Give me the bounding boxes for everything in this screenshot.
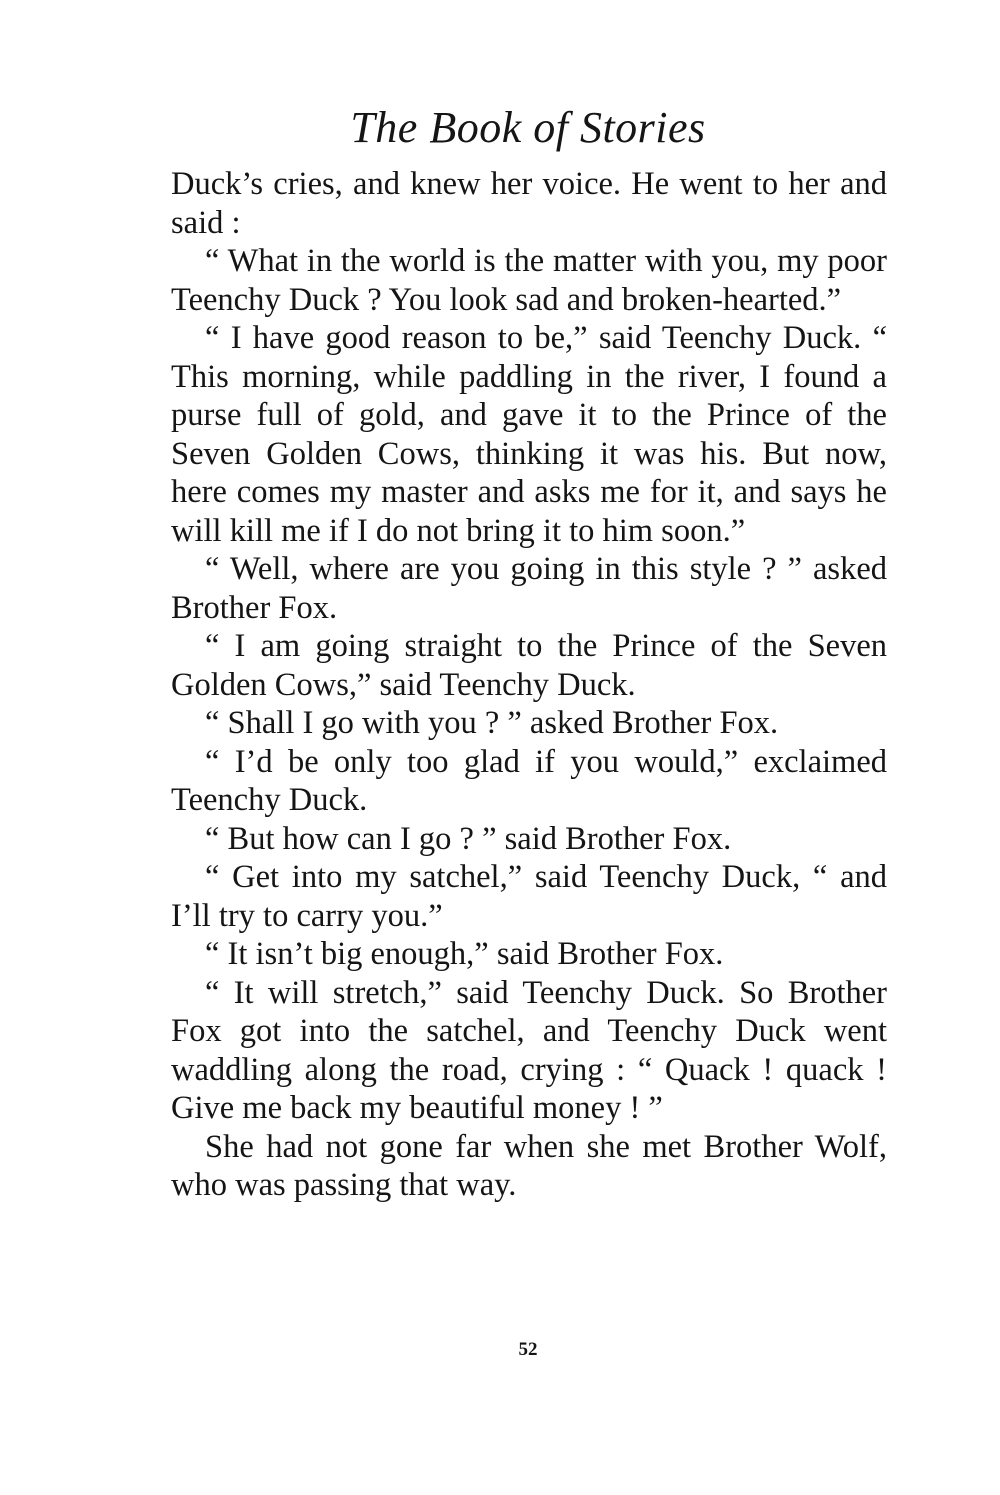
paragraph: “ Get into my satchel,” said Teenchy Duck, “ and I’ll try to carry you.” (171, 859, 887, 934)
paragraph: “ I’d be only too glad if you would,” exclaimed Teenchy Duck. (171, 743, 887, 818)
paragraph: “ I have good reason to be,” said Teenchy Duck. “ This morning, while paddling in the river, I found a purse full of gold, and gave it to the Prince of the Seven Golden Cows, thinking it was his. But now, here comes my master and asks me for it, and says he will kill me if I do not bring it to him soon.” (171, 320, 887, 549)
paragraph: Duck’s cries, and knew her voice. He went to her and said : (171, 166, 887, 241)
page-number: 52 (518, 1339, 538, 1360)
body-text (171, 165, 887, 1205)
paragraph: “ I am going straight to the Prince of the Seven Golden Cows,” said Teenchy Duck. (171, 628, 887, 703)
running-head: The Book of Stories (350, 103, 706, 152)
paragraph: “ Shall I go with you ? ” asked Brother Fox. (205, 705, 779, 741)
paragraph: “ It isn’t big enough,” said Brother Fox. (205, 936, 724, 972)
paragraph: She had not gone far when she met Brother Wolf, who was passing that way. (171, 1128, 887, 1203)
paragraph: “ It will stretch,” said Teenchy Duck. So Brother Fox got into the satchel, and Teenchy Duck went waddling along the road, crying : “ Quack ! quack ! Give me back my beautiful money ! ” (171, 974, 887, 1126)
paragraph: “ Well, where are you going in this style ? ” asked Brother Fox. (171, 551, 887, 626)
paragraph: “ What in the world is the matter with you, my poor Teenchy Duck ? You look sad and broken-hearted.” (171, 243, 887, 318)
paragraph: “ But how can I go ? ” said Brother Fox. (205, 820, 732, 857)
